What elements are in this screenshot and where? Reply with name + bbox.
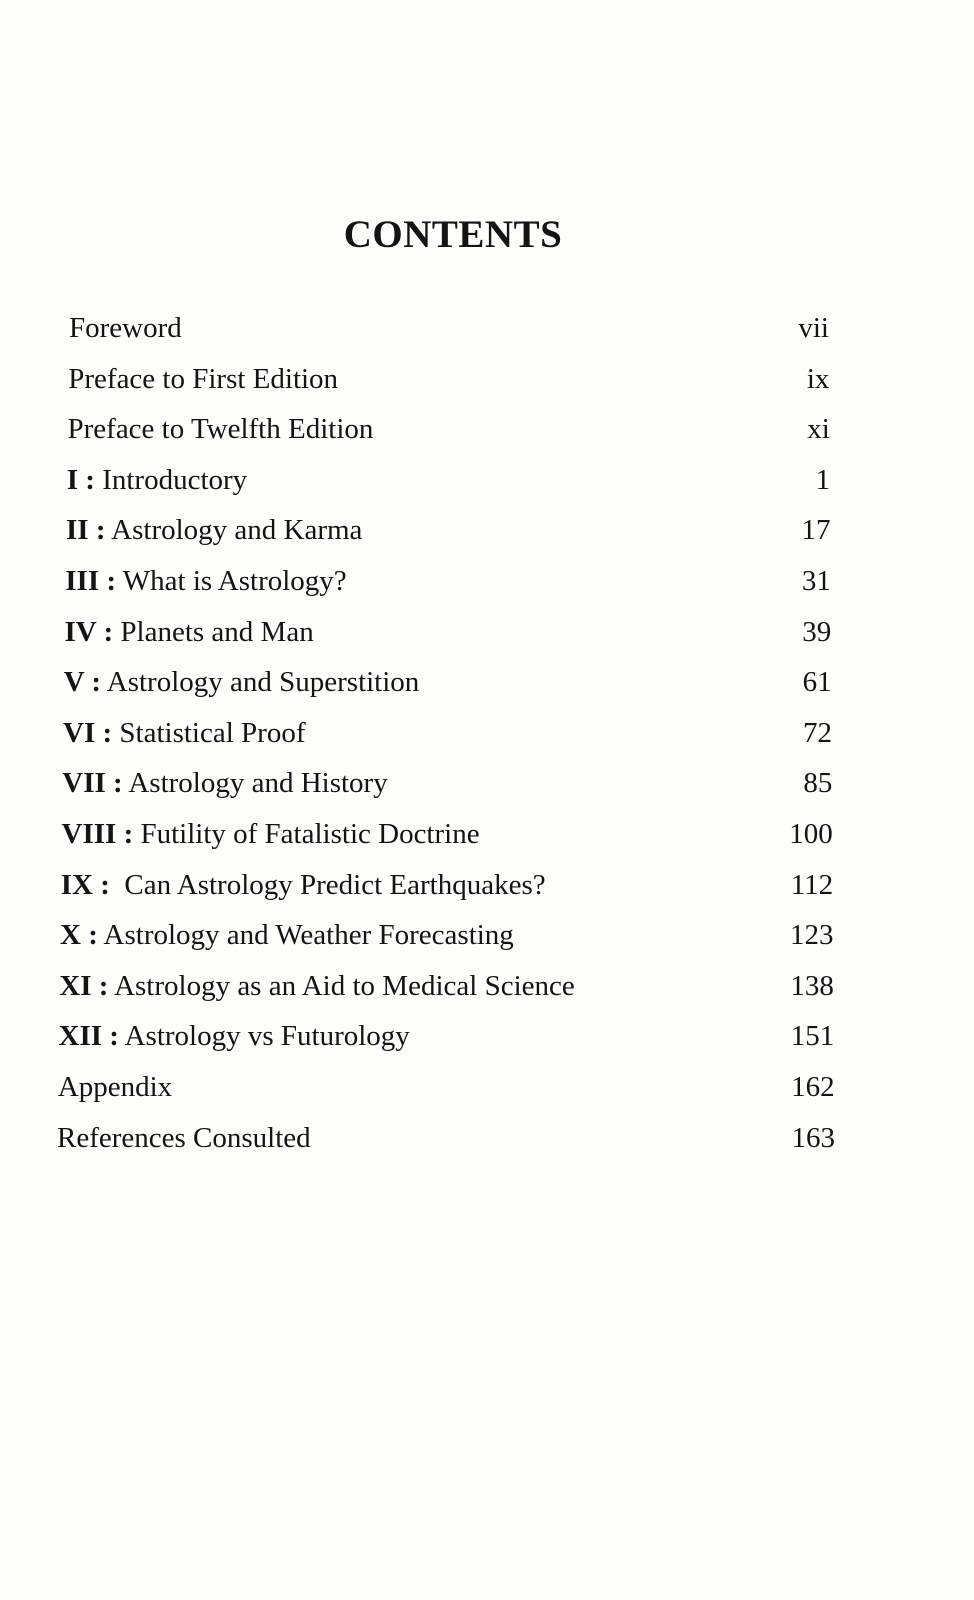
entry-label: [64, 666, 420, 698]
entry-page-number: 151: [790, 1020, 835, 1053]
toc-entry-chapter-11: [59, 964, 834, 1008]
chapter-numeral: X: [60, 919, 81, 952]
numeral-separator: :: [99, 565, 117, 597]
entry-label: [62, 767, 387, 799]
numeral-separator: :: [78, 463, 95, 496]
chapter-numeral: IX: [60, 868, 93, 901]
entry-label: [59, 1020, 410, 1052]
entry-page-number: 85: [803, 767, 833, 800]
toc-entry-chapter-9: [61, 863, 833, 907]
entry-page-number: 72: [803, 716, 832, 749]
numeral-separator: :: [102, 1020, 119, 1053]
entry-page-number: 163: [791, 1121, 835, 1154]
entry-title: Preface to Twelfth Edition: [67, 413, 374, 446]
numeral-separator: :: [95, 716, 113, 749]
entry-label: [65, 616, 314, 648]
numeral-separator: :: [92, 868, 110, 901]
entry-page-number: 31: [801, 565, 831, 597]
entry-label: [66, 514, 362, 546]
entry-page-number: 123: [790, 919, 834, 952]
entry-label: [58, 1071, 172, 1103]
entry-page-number: xi: [807, 413, 830, 446]
entry-title: Introductory: [102, 463, 248, 496]
numeral-separator: :: [80, 919, 98, 952]
entry-title: Can Astrology Predict Earthquakes?: [124, 868, 546, 901]
toc-entry-chapter-8: [62, 812, 833, 856]
entry-label: [67, 464, 247, 496]
numeral-separator: :: [88, 514, 106, 547]
chapter-numeral: XII: [58, 1020, 103, 1053]
toc-entry-chapter-7: [62, 761, 832, 805]
toc-entry-chapter-5: [64, 660, 832, 704]
chapter-numeral: III: [65, 565, 100, 597]
entry-label: [57, 1122, 311, 1154]
entry-title: Astrology and History: [128, 767, 388, 800]
entry-title: What is Astrology?: [122, 565, 347, 597]
entry-title: Futility of Fatalistic Doctrine: [140, 818, 480, 850]
entry-page-number: 39: [802, 615, 832, 648]
chapter-numeral: XI: [59, 969, 92, 1002]
entry-page-number: 17: [801, 514, 831, 547]
toc-entry-chapter-10: [60, 913, 834, 957]
entry-title: References Consulted: [57, 1121, 311, 1154]
entry-page-number: 61: [802, 666, 832, 699]
entry-label: [63, 717, 305, 749]
toc-entry-appendix: [58, 1065, 835, 1109]
entry-page-number: 100: [789, 818, 833, 850]
numeral-separator: :: [84, 666, 102, 699]
entry-page-number: 162: [791, 1071, 835, 1103]
entry-label: [61, 869, 546, 901]
chapter-numeral: I: [66, 463, 79, 496]
entry-label: [59, 970, 575, 1002]
toc-entry-chapter-6: [63, 711, 832, 755]
entry-label: [62, 818, 480, 850]
toc-entry-chapter-3: [65, 559, 831, 603]
entry-label: [65, 565, 346, 597]
toc-entry-foreword: [69, 306, 829, 350]
toc-entry-preface-first-edition: [68, 357, 829, 401]
entry-page-number: 1: [815, 463, 831, 496]
numeral-separator: :: [91, 969, 109, 1002]
toc-entry-references-consulted: [57, 1116, 835, 1160]
toc-entry-chapter-4: [65, 610, 832, 654]
chapter-numeral: IV: [64, 615, 97, 648]
chapter-numeral: VII: [62, 767, 106, 800]
entry-label: [60, 919, 514, 951]
entry-title: Astrology vs Futurology: [124, 1020, 410, 1053]
entry-title: Foreword: [69, 312, 182, 344]
chapter-numeral: VIII: [61, 818, 117, 850]
toc-entry-chapter-1: [67, 458, 830, 502]
entry-title: Astrology as an Aid to Medical Science: [114, 969, 575, 1002]
chapter-numeral: II: [66, 514, 89, 547]
entry-page-number: 112: [790, 868, 834, 901]
toc-entry-chapter-12: [59, 1014, 835, 1058]
entry-label: [68, 363, 338, 395]
numeral-separator: :: [116, 818, 134, 850]
toc-entry-chapter-2: [66, 508, 831, 552]
entry-page-number: ix: [806, 362, 830, 395]
numeral-separator: :: [105, 767, 123, 800]
entry-title: Astrology and Karma: [111, 514, 363, 547]
entry-title: Astrology and Weather Forecasting: [103, 919, 514, 952]
numeral-separator: :: [96, 615, 114, 648]
entry-page-number: vii: [798, 312, 829, 344]
entry-page-number: 138: [790, 969, 834, 1002]
entry-title: Planets and Man: [120, 615, 314, 648]
entry-title: Astrology and Superstition: [106, 666, 420, 699]
entry-label: [69, 312, 182, 344]
entry-label: [68, 413, 374, 445]
entry-title: Preface to First Edition: [68, 362, 339, 395]
chapter-numeral: VI: [63, 716, 96, 749]
toc-entry-preface-twelfth-edition: [68, 407, 830, 451]
page-title: CONTENTS: [343, 213, 563, 256]
entry-title: Statistical Proof: [119, 716, 306, 749]
entry-title: Appendix: [57, 1071, 173, 1103]
chapter-numeral: V: [63, 666, 85, 699]
